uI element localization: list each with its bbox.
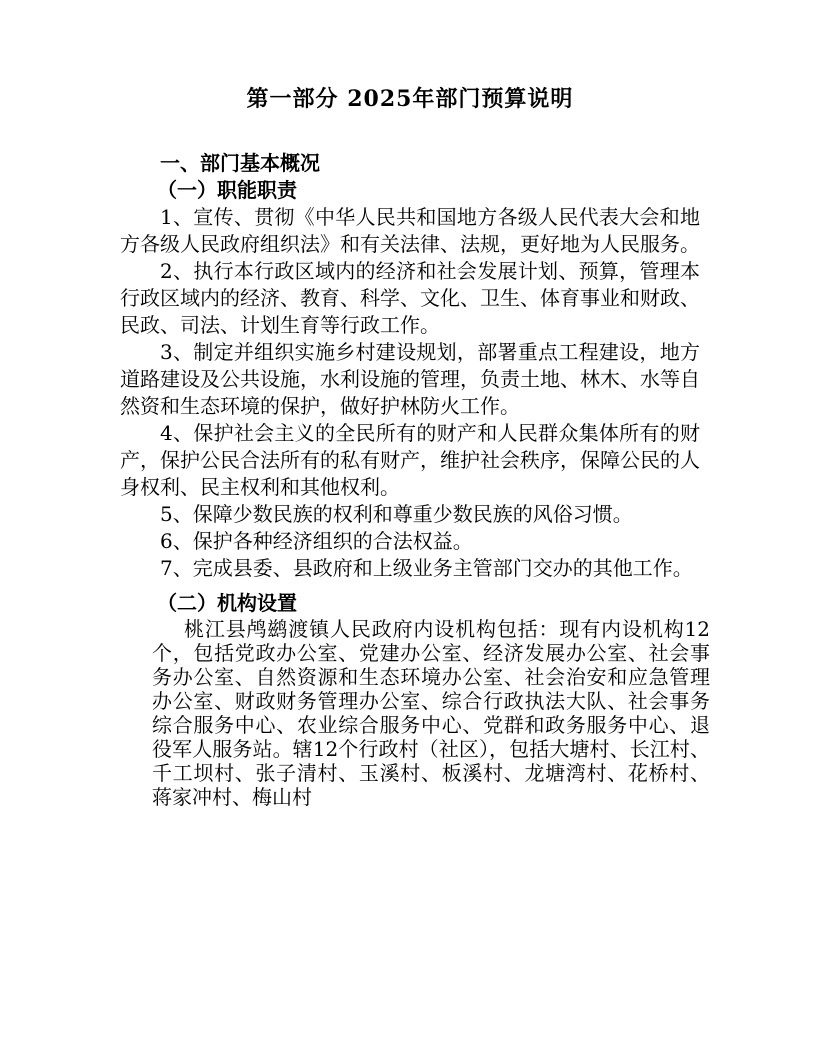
duty-paragraph-2: 2、执行本行政区域内的经济和社会发展计划、预算，管理本行政区域内的经济、教育、科学、文化、卫生、体育事业和财政、民政、司法、计划生育等行政工作。 <box>120 259 700 337</box>
duty-paragraph-4: 4、保护社会主义的全民所有的财产和人民群众集体所有的财产，保护公民合法所有的私有财产，维护社会秩序，保障公民的人身权利、民主权利和其他权利。 <box>120 421 700 499</box>
duty-paragraph-3: 3、制定并组织实施乡村建设规划，部署重点工程建设，地方道路建设及公共设施，水利设施的管理，负责土地、林木、水等自然资和生态环境的保护，做好护林防火工作。 <box>120 340 700 418</box>
section-heading-basic-overview: 一、部门基本概况 <box>160 151 320 175</box>
document-title: 第一部分 2025年部门预算说明 <box>246 86 574 112</box>
duty-paragraph-5: 5、保障少数民族的权利和尊重少数民族的风俗习惯。 <box>160 502 633 526</box>
subsection-heading-org-structure: （二）机构设置 <box>157 591 297 615</box>
duty-paragraph-1: 1、宣传、贯彻《中华人民共和国地方各级人民代表大会和地方各级人民政府组织法》和有关法律、法规，更好地为人民服务。 <box>120 205 700 256</box>
duty-paragraph-7: 7、完成县委、县政府和上级业务主管部门交办的其他工作。 <box>160 556 693 580</box>
duty-paragraph-6: 6、保护各种经济组织的合法权益。 <box>160 529 473 553</box>
org-structure-paragraph: 桃江县鸬鹚渡镇人民政府内设机构包括：现有内设机构12个，包括党政办公室、党建办公室、经济发展办公室、社会事务办公室、自然资源和生态环境办公室、社会治安和应急管理办公室、财政财务管理办公室、综合行政执法大队、社会事务综合服务中心、农业综合服务中心、党群和政务服务中心、退役军人服务站。辖12个行政村（社区），包括大塘村、长江村、千工坝村、张子清村、玉溪村、板溪村、龙塘湾村、花桥村、蒋家冲村、梅山村 <box>152 617 710 809</box>
subsection-heading-duties: （一）职能职责 <box>157 178 297 202</box>
